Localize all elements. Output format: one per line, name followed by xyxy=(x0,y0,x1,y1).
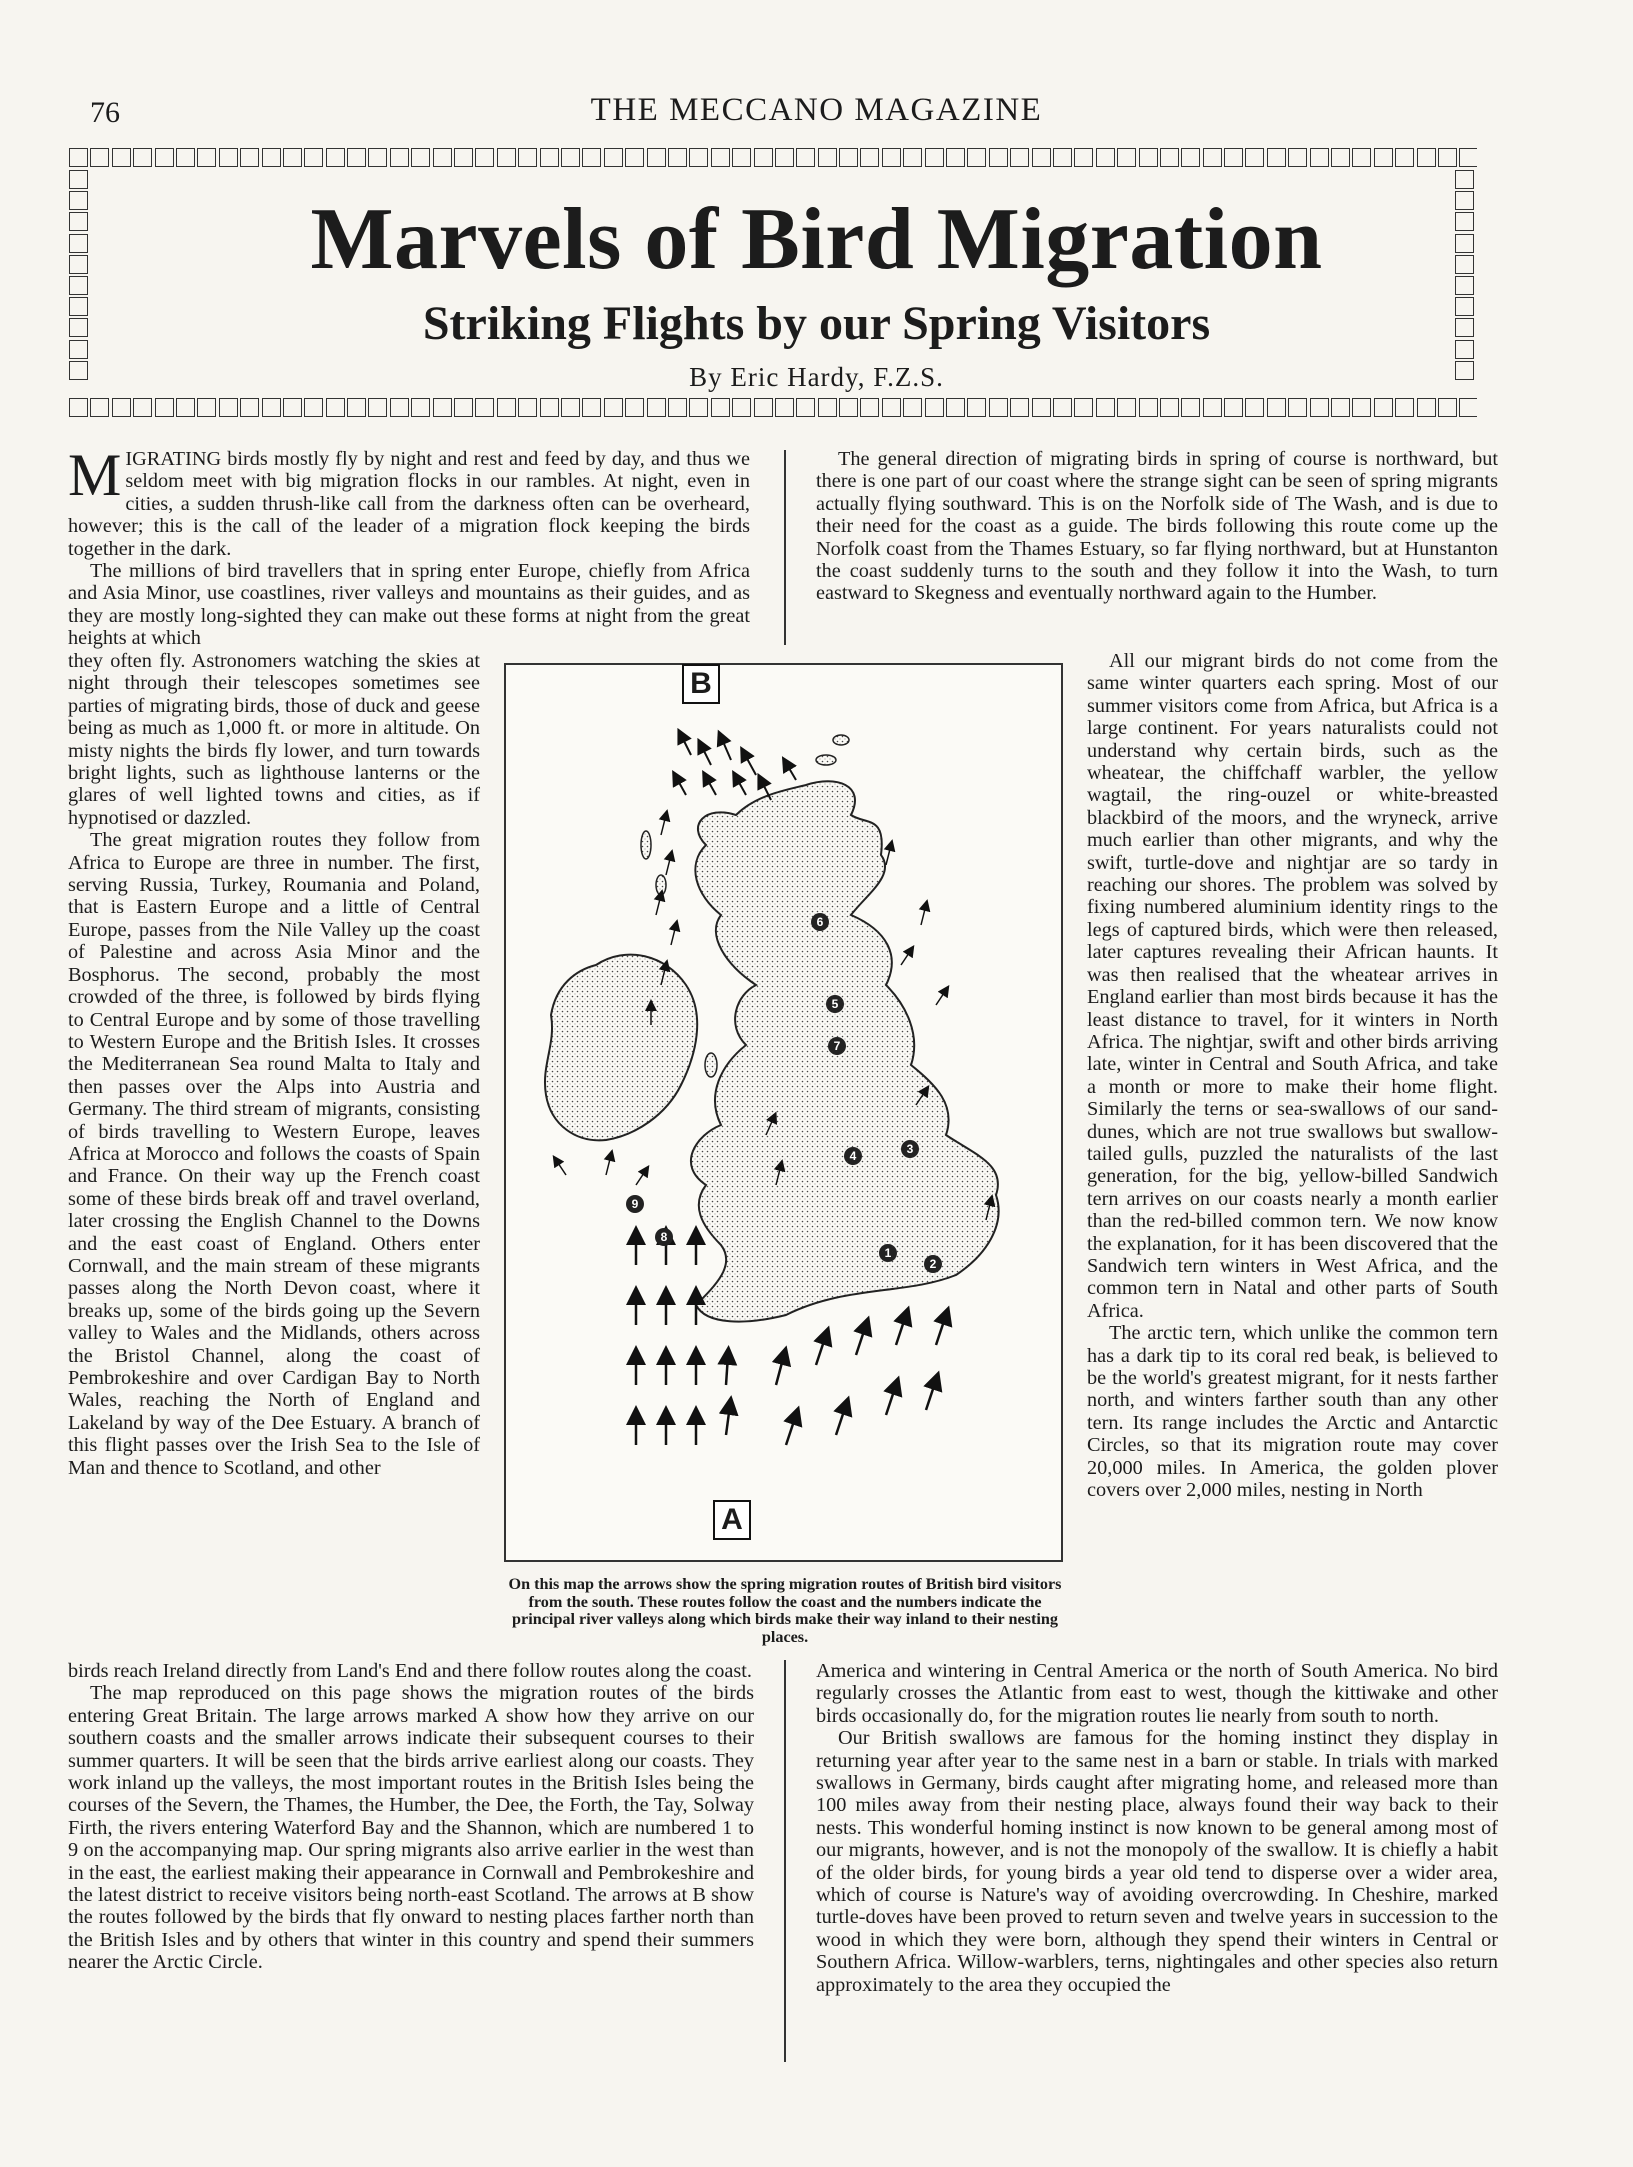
article-title: Marvels of Bird Migration xyxy=(310,191,1323,288)
border-square xyxy=(967,148,986,167)
border-square xyxy=(903,148,922,167)
border-square xyxy=(1203,398,1222,417)
ireland-landmass xyxy=(545,955,697,1141)
border-square xyxy=(454,148,473,167)
border-square xyxy=(882,148,901,167)
border-square xyxy=(860,148,879,167)
paragraph: birds reach Ireland directly from Land's End and there follow routes along the coast. xyxy=(68,1660,752,1682)
paragraph: The great migration routes they follow from Africa to Europe are three in number. The first, serving Russia, Turkey, Roumania and Poland, that is Eastern Europe and a little of Central Europe, passes from the Nile Valley up the coast of Palestine and across Asia Minor and the Bosphorus. The second, probably the most crowded of the three, is followed by birds flying to Central Europe and by some of those travelling to Western Europe and the British Isles. It crosses the Mediterranean Sea round Malta to Italy and then passes over the Alps into Austria and Germany. The third stream of migrants, consisting of birds travelling to Western Europe, leaves Africa at Morocco and follows the coasts of Spain and France. On their way up the French coast some of these birds break off and travel overland, later crossing the English Channel to the Downs and the east coast of England. Others enter Cornwall, and the main stream of these migrants passes along the North Devon coast, where it breaks up, some of the birds going up the Severn valley to Wales and the Midlands, others across the Bristol Channel, along the coast of Pembrokeshire and over Cardigan Bay to North Wales, reaching the North of England and Lakeland by way of the Dee Estuary. A branch of this flight passes over the Irish Sea to the Isle of Man and thence to Scotland, and other xyxy=(68,829,480,1479)
title-frame-bottom-border xyxy=(69,398,1477,420)
migration-map xyxy=(504,663,1063,1562)
page-number: 76 xyxy=(90,96,120,129)
paragraph: The map reproduced on this page shows the migration routes of the birds entering Great Britain. The large arrows marked A show how they arrive on our southern coasts and the smaller arrows indicate their subsequent courses to their summer quarters. It will be seen that the birds arrive earliest along our coasts. They work inland up the valleys, the most important routes in the British Isles being the courses of the Severn, the Thames, the Humber, the Dee, the Forth, the Tay, Solway Firth, the rivers entering Waterford Bay and the Shannon, which are numbered 1 to 9 on the accompanying map. Our spring migrants also arrive earlier in the west than in the east, the earliest making their appearance in Cornwall and Pembrokeshire and the latest district to receive visitors being north-east Scotland. The arrows at B show the routes followed by the birds that fly onward to nesting places farther north than the British Isles and by others that winter in this country and spend their summers nearer the Arctic Circle. xyxy=(68,1682,754,1974)
border-square xyxy=(433,148,452,167)
col2-narrow-text xyxy=(1087,650,1498,1501)
border-square xyxy=(155,398,174,417)
border-square xyxy=(475,148,494,167)
river-number-4: 4 xyxy=(844,1147,862,1165)
border-square xyxy=(283,148,302,167)
border-square xyxy=(946,398,965,417)
border-square xyxy=(582,398,601,417)
border-square xyxy=(604,398,623,417)
border-square xyxy=(1455,170,1474,189)
border-square xyxy=(1096,398,1115,417)
border-square xyxy=(668,148,687,167)
border-square xyxy=(497,148,516,167)
border-square xyxy=(1010,148,1029,167)
border-square xyxy=(1310,148,1329,167)
border-square xyxy=(1117,398,1136,417)
border-square xyxy=(1374,398,1393,417)
border-square xyxy=(90,398,109,417)
border-square xyxy=(368,398,387,417)
border-square xyxy=(946,148,965,167)
border-square xyxy=(390,148,409,167)
border-square xyxy=(112,398,131,417)
border-square xyxy=(518,148,537,167)
col1-top-text xyxy=(68,442,750,650)
title-frame-top-border xyxy=(69,148,1477,170)
border-square xyxy=(1438,148,1457,167)
border-square xyxy=(796,398,815,417)
paragraph-text: IGRATING birds mostly fly by night and rest and feed by day, and thus we seldom meet with big migration flocks in our rambles. At night, even in cities, a sudden thrush-like call from the darkness often can be overheard, however; this is the call of the leader of a migration flock keeping the birds together in the dark. xyxy=(68,448,750,560)
border-square xyxy=(433,398,452,417)
border-square xyxy=(839,398,858,417)
border-square xyxy=(689,148,708,167)
border-square xyxy=(1331,398,1350,417)
border-square xyxy=(1288,148,1307,167)
border-square xyxy=(1245,398,1264,417)
article-subtitle: Striking Flights by our Spring Visitors xyxy=(422,297,1211,350)
border-square xyxy=(1352,398,1371,417)
border-square xyxy=(1010,398,1029,417)
river-number-7: 7 xyxy=(828,1037,846,1055)
border-square xyxy=(1032,398,1051,417)
paragraph xyxy=(68,442,750,560)
border-square xyxy=(69,398,88,417)
border-square xyxy=(497,398,516,417)
border-square xyxy=(925,398,944,417)
col2-top-text xyxy=(816,448,1498,605)
british-isles-map-illustration xyxy=(506,665,1061,1560)
border-square xyxy=(561,148,580,167)
border-square xyxy=(304,398,323,417)
border-square xyxy=(347,148,366,167)
border-square xyxy=(518,398,537,417)
route-marker-a: A xyxy=(713,1500,751,1540)
drop-cap: M xyxy=(68,442,122,508)
border-square xyxy=(1310,398,1329,417)
border-square xyxy=(967,398,986,417)
great-britain-landmass xyxy=(691,781,999,1321)
border-square xyxy=(283,398,302,417)
col1-narrow-text xyxy=(68,650,480,1479)
border-square xyxy=(818,148,837,167)
border-square xyxy=(262,398,281,417)
border-square xyxy=(1181,398,1200,417)
border-square xyxy=(796,148,815,167)
river-number-2: 2 xyxy=(924,1255,942,1273)
border-square xyxy=(1053,148,1072,167)
border-square xyxy=(326,148,345,167)
border-square xyxy=(754,148,773,167)
border-square xyxy=(1139,148,1158,167)
river-number-6: 6 xyxy=(811,913,829,931)
paragraph: The millions of bird travellers that in spring enter Europe, chiefly from Africa and Asia Minor, use coastlines, river valleys and mountains as their guides, and as they are mostly long-sighted they can make out these forms at night from the great heights at which xyxy=(68,560,750,650)
border-square xyxy=(989,398,1008,417)
border-square xyxy=(582,148,601,167)
border-square xyxy=(903,398,922,417)
border-square xyxy=(219,398,238,417)
border-square xyxy=(647,148,666,167)
border-square xyxy=(1203,148,1222,167)
border-square xyxy=(390,398,409,417)
border-square xyxy=(1459,398,1477,417)
border-square xyxy=(540,398,559,417)
border-square xyxy=(1074,148,1093,167)
route-b-arrows xyxy=(676,735,796,800)
border-square xyxy=(176,398,195,417)
border-square xyxy=(1224,398,1243,417)
river-number-3: 3 xyxy=(901,1140,919,1158)
border-square xyxy=(326,398,345,417)
paragraph: The general direction of migrating birds in spring of course is northward, but there is one part of our coast where the strange sight can be seen of spring migrants actually flying southward. This is on the Norfolk side of The Wash, and is due to their need for the coast as a guide. The birds following this route come up the Norfolk coast from the Thames Estuary, so far flying northward, but at Hunstanton the coast suddenly turns to the south and they follow it into the Wash, to turn eastward to Skegness and eventually northward again to the Humber. xyxy=(816,448,1498,605)
border-square xyxy=(540,148,559,167)
border-square xyxy=(1224,148,1243,167)
border-square xyxy=(625,148,644,167)
border-square xyxy=(1374,148,1393,167)
border-square xyxy=(475,398,494,417)
border-square xyxy=(240,398,259,417)
border-square xyxy=(1395,398,1414,417)
column-rule xyxy=(784,1660,786,2062)
paragraph: The arctic tern, which unlike the common tern has a dark tip to its coral red beak, is believed to be the world's greatest migrant, for it nests farther north, and winters farther south than any other tern. Its range includes the Arctic and Antarctic Circles, so that its migration route may cover 20,000 miles. In America, the golden plover covers over 2,000 miles, nesting in North xyxy=(1087,1322,1498,1502)
border-square xyxy=(1117,148,1136,167)
border-square xyxy=(1267,398,1286,417)
river-number-9: 9 xyxy=(626,1195,644,1213)
border-square xyxy=(625,398,644,417)
col2-bottom-text xyxy=(816,1660,1498,1996)
border-square xyxy=(1417,398,1436,417)
map-caption: On this map the arrows show the spring migration routes of British bird visitors from the south. These routes follow the coast and the numbers indicate the principal river valleys along which birds make their way inland to their nesting places. xyxy=(508,1575,1062,1646)
border-square xyxy=(604,148,623,167)
border-square xyxy=(1139,398,1158,417)
border-square xyxy=(112,148,131,167)
border-square xyxy=(69,148,88,167)
border-square xyxy=(711,148,730,167)
border-square xyxy=(561,398,580,417)
border-square xyxy=(775,398,794,417)
border-square xyxy=(197,148,216,167)
border-square xyxy=(1438,398,1457,417)
border-square xyxy=(133,148,152,167)
border-square xyxy=(818,398,837,417)
border-square xyxy=(1352,148,1371,167)
border-square xyxy=(882,398,901,417)
border-square xyxy=(1245,148,1264,167)
border-square xyxy=(240,148,259,167)
border-square xyxy=(689,398,708,417)
border-square xyxy=(647,398,666,417)
border-square xyxy=(219,148,238,167)
border-square xyxy=(368,148,387,167)
border-square xyxy=(1459,148,1477,167)
border-square xyxy=(775,148,794,167)
border-square xyxy=(1096,148,1115,167)
border-square xyxy=(197,398,216,417)
paragraph: America and wintering in Central America or the north of South America. No bird regularly crosses the Atlantic from east to west, though the kittiwake and other birds occasionally do, for the migration routes lie nearly from south to north. xyxy=(816,1660,1498,1727)
border-square xyxy=(347,398,366,417)
border-square xyxy=(668,398,687,417)
border-square xyxy=(304,148,323,167)
border-square xyxy=(925,148,944,167)
border-square xyxy=(1331,148,1350,167)
border-square xyxy=(155,148,174,167)
border-square xyxy=(732,148,751,167)
border-square xyxy=(69,170,88,189)
border-square xyxy=(133,398,152,417)
paragraph: Our British swallows are famous for the homing instinct they display in returning year after year to the same nest in a barn or stable. In trials with marked swallows in Germany, birds caught after migrating home, and released more than 100 miles away from their nesting place, always found their way back to their nests. This wonderful homing instinct is now known to be general among most of our migrants, however, and is not the monopoly of the swallow. It is chiefly a habit of the older birds, for young birds a year old tend to disperse over a wider area, which of course is Nature's way of avoiding overcrowding. In Cheshire, marked turtle-doves have been proved to return seven and twelve years in succession to the wood in which they were born, although they spend their winters in Central or Southern Africa. Willow-warblers, terns, nightingales and other species also return approximately to the area they occupied the xyxy=(816,1727,1498,1996)
border-square xyxy=(711,398,730,417)
river-number-8: 8 xyxy=(655,1228,673,1246)
border-square xyxy=(754,398,773,417)
river-number-5: 5 xyxy=(826,995,844,1013)
route-marker-b: B xyxy=(682,664,720,704)
col1-bottom-text xyxy=(68,1660,754,1974)
border-square xyxy=(176,148,195,167)
border-square xyxy=(1032,148,1051,167)
border-square xyxy=(1074,398,1093,417)
border-square xyxy=(989,148,1008,167)
border-square xyxy=(262,148,281,167)
border-square xyxy=(1288,398,1307,417)
border-square xyxy=(1395,148,1414,167)
border-square xyxy=(860,398,879,417)
border-square xyxy=(411,398,430,417)
border-square xyxy=(454,398,473,417)
border-square xyxy=(1160,148,1179,167)
border-square xyxy=(1160,398,1179,417)
river-number-1: 1 xyxy=(879,1244,897,1262)
border-square xyxy=(411,148,430,167)
border-square xyxy=(1267,148,1286,167)
border-square xyxy=(1053,398,1072,417)
paragraph: they often fly. Astronomers watching the skies at night through their telescopes sometimes see parties of migrating birds, those of duck and geese being as much as 1,000 ft. or more in altitude. On misty nights the birds fly lower, and turn towards bright lights, such as lighthouse lanterns or the glares of well lighted towns and cities, as if hypnotised or dazzled. xyxy=(68,650,480,829)
border-square xyxy=(90,148,109,167)
border-square xyxy=(732,398,751,417)
byline: By Eric Hardy, F.Z.S. xyxy=(689,362,944,392)
border-square xyxy=(1417,148,1436,167)
paragraph: All our migrant birds do not come from the same winter quarters each spring. Most of our summer visitors come from Africa, but Africa is a large continent. For years naturalists could not understand why certain birds, such as the wheatear, the chiffchaff warbler, the yellow wagtail, the ring-ouzel or white-breasted blackbird of the moors, and the wryneck, arrive much earlier than other migrants, and why the swift, turtle-dove and nightjar are so tardy in reaching our shores. The problem was solved by fixing numbered aluminium identity rings to the legs of captured birds, which were then released, later captures revealing their African haunts. It was then realised that the wheatear arrives in England earlier than most birds because it has the least distance to travel, for it winters in North Africa. The nightjar, swift and other birds arriving late, winter in Central and South Africa, and take a month or more to make their home flight. Similarly the terns or sea-swallows of our sand-dunes, which are not true swallows but swallow-tailed gulls, puzzled the naturalists of the last generation, for the big, yellow-billed Sandwich tern arrives on our coasts nearly a month earlier than the red-billed common tern. We now know the explanation, for it has been discovered that the Sandwich tern winters in West Africa, and the common tern in Natal and other parts of South Africa. xyxy=(1087,650,1498,1322)
column-rule xyxy=(784,450,786,645)
running-head: THE MECCANO MAGAZINE xyxy=(590,92,1043,128)
border-square xyxy=(1181,148,1200,167)
border-square xyxy=(839,148,858,167)
